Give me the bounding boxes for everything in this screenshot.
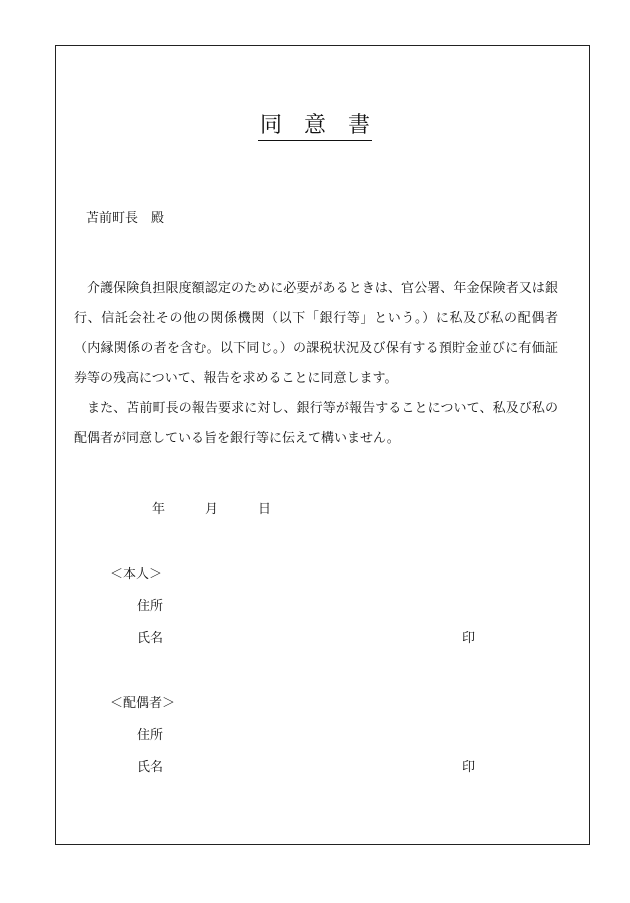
consent-paragraph-1: 介護保険負担限度額認定のために必要があるときは、官公署、年金保険者又は銀行、信託会社その他の関係機関（以下「銀行等」という。）に私及び私の配偶者（内縁関係の者を含む。以下同じ。）の課税状況及び保有する預貯金並びに有価証券等の残高について、報告を求めることに同意します。 <box>74 281 558 386</box>
spouse-address-label: 住所 <box>137 728 164 743</box>
addressee: 苫前町長 殿 <box>86 211 165 226</box>
date-month-label: 月 <box>205 502 219 517</box>
consent-paragraph-2: また、苫前町長の報告要求に対し、銀行等が報告することについて、私及び私の配偶者が同意している旨を銀行等に伝えて構いません。 <box>74 401 558 446</box>
spouse-heading: ＜配偶者＞ <box>110 696 176 711</box>
self-address-label: 住所 <box>137 599 164 614</box>
self-seal-mark: 印 <box>462 631 476 646</box>
date-day-label: 日 <box>258 502 272 517</box>
self-name-label: 氏名 <box>137 631 164 646</box>
document-title-wrapper <box>0 113 630 141</box>
consent-body <box>74 274 558 454</box>
self-heading: ＜本人＞ <box>110 567 163 582</box>
spouse-name-label: 氏名 <box>137 760 164 775</box>
document-title: 同 意 書 <box>258 113 372 141</box>
date-year-label: 年 <box>152 502 166 517</box>
spouse-seal-mark: 印 <box>462 760 476 775</box>
